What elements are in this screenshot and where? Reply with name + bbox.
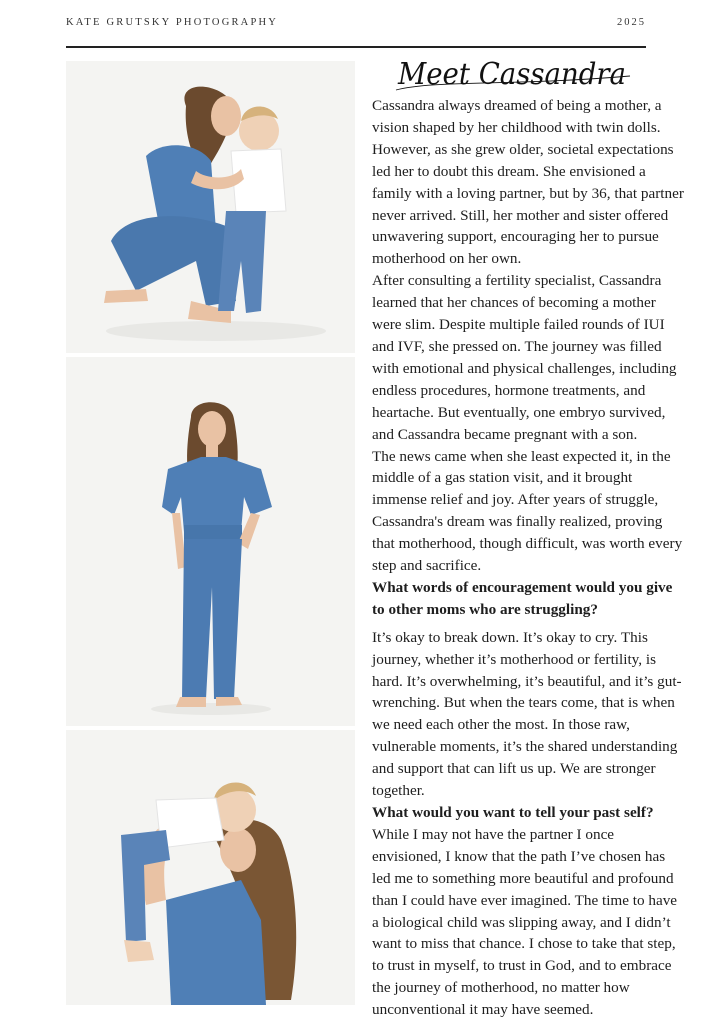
answer-encouragement: It’s okay to break down. It’s okay to cry. This journey, whether it’s motherhood or fertility, is hard. It’s overwhelming, it’s beautiful, and it’s gut-wrenching. But when the tears come, that is when we need each other the most. In those raw, vulnerable moments, it’s the shared understanding and support that can lift us up. We are stronger together.	[372, 628, 682, 800]
page-title	[394, 46, 634, 96]
story-paragraph-1: Cassandra always dreamed of being a mother, a vision shaped by her childhood with twin dolls. However, as she grew older, societal expectations led her to doubt this dream. She envisioned a family with a loving partner, but by 36, that partner never arrived. Still, her mother and sister offered unwavering support, encouraging her to pursue motherhood on her own.	[372, 97, 684, 268]
mother-standing-in-denim-jumpsuit-photo	[66, 357, 355, 726]
story-paragraph-2: After consulting a fertility specialist, Cassandra learned that her chances of becoming a mother were slim. Despite multiple failed rounds of IUI and IVF, she pressed on. The journey was filled with emotional and physical challenges, including endless procedures, hormone treatments, and heartache. But eventually, one embryo survived, and Cassandra became pregnant with a son.	[372, 272, 677, 443]
header-year: 2025	[617, 17, 646, 28]
question-past-self: What would you want to tell your past self?	[372, 804, 654, 821]
page-title-text: Meet Cassandra	[397, 57, 626, 92]
mother-lifting-baby-photo	[66, 730, 355, 1005]
question-encouragement: What words of encouragement would you give to other moms who are struggling?	[372, 578, 673, 618]
answer-past-self: While I may not have the partner I once envisioned, I know that the path I’ve chosen has led me to something more beautiful and profound than I could have ever imagined. The time to have a biological child was slipping away, and I didn’t want to miss that chance. I chose to take that step, to trust in myself, to trust in God, and to embrace the journey of motherhood, no matter how unconventional it may have seemed.	[372, 825, 678, 1019]
story-column	[372, 95, 684, 1021]
story-paragraph-3: The news came when she least expected it, in the middle of a gas station visit, and it brought immense relief and joy. After years of struggle, Cassandra's dream was finally realized, proving that motherhood, though difficult, was worth every step and sacrifice.	[372, 447, 683, 575]
mother-kissing-baby-crouching-photo	[66, 61, 355, 353]
brand-name: KATE GRUTSKY PHOTOGRAPHY	[66, 17, 279, 28]
